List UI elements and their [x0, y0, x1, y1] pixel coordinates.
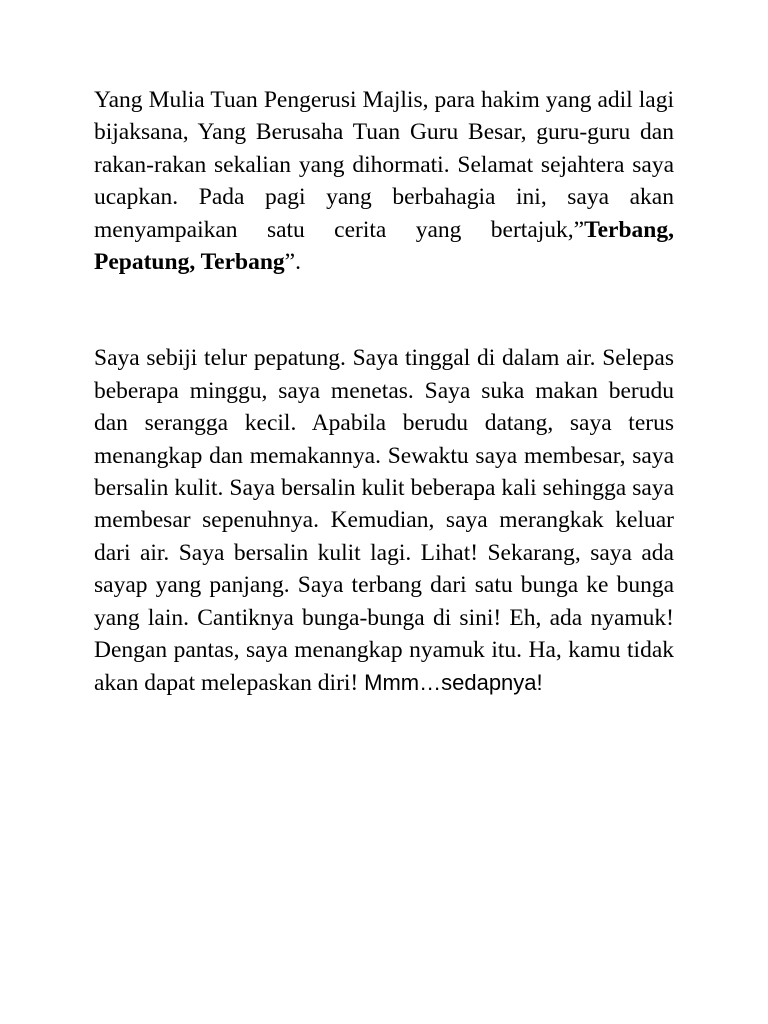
intro-closing-punctuation: ”.: [284, 249, 301, 276]
story-paragraph: [94, 342, 674, 698]
story-title: Terbang, Pepatung, Terbang: [94, 216, 674, 276]
story-text: Saya sebiji telur pepatung. Saya tinggal di dalam air. Selepas beberapa minggu, saya menetas. Saya suka makan berudu dan serangga kecil. Apabila berudu datang, saya terus menangkap dan memakannya. Sewaktu saya membesar, saya bersalin kulit. Saya bersalin kulit beberapa kali sehingga saya membesar sepenuhnya. Kemudian, saya merangkak keluar dari air. Saya bersalin kulit lagi. Lihat! Sekarang, saya ada sayap yang panjang. Saya terbang dari satu bunga ke bunga yang lain. Cantiknya bunga-bunga di sini! Eh, ada nyamuk! Dengan pantas, saya menangkap nyamuk itu. Ha, kamu tidak akan dapat melepaskan diri!: [94, 345, 674, 696]
intro-text: Yang Mulia Tuan Pengerusi Majlis, para hakim yang adil lagi bijaksana, Yang Berusaha Tuan Guru Besar, guru-guru dan rakan-rakan sekalian yang dihormati. Selamat sejahtera saya ucapkan. Pada pagi yang berbahagia ini, saya akan menyampaikan satu cerita yang bertajuk,”: [94, 87, 674, 243]
intro-paragraph: [94, 84, 674, 278]
document-page: [94, 84, 674, 699]
story-ending: Mmm…sedapnya!: [364, 669, 543, 695]
